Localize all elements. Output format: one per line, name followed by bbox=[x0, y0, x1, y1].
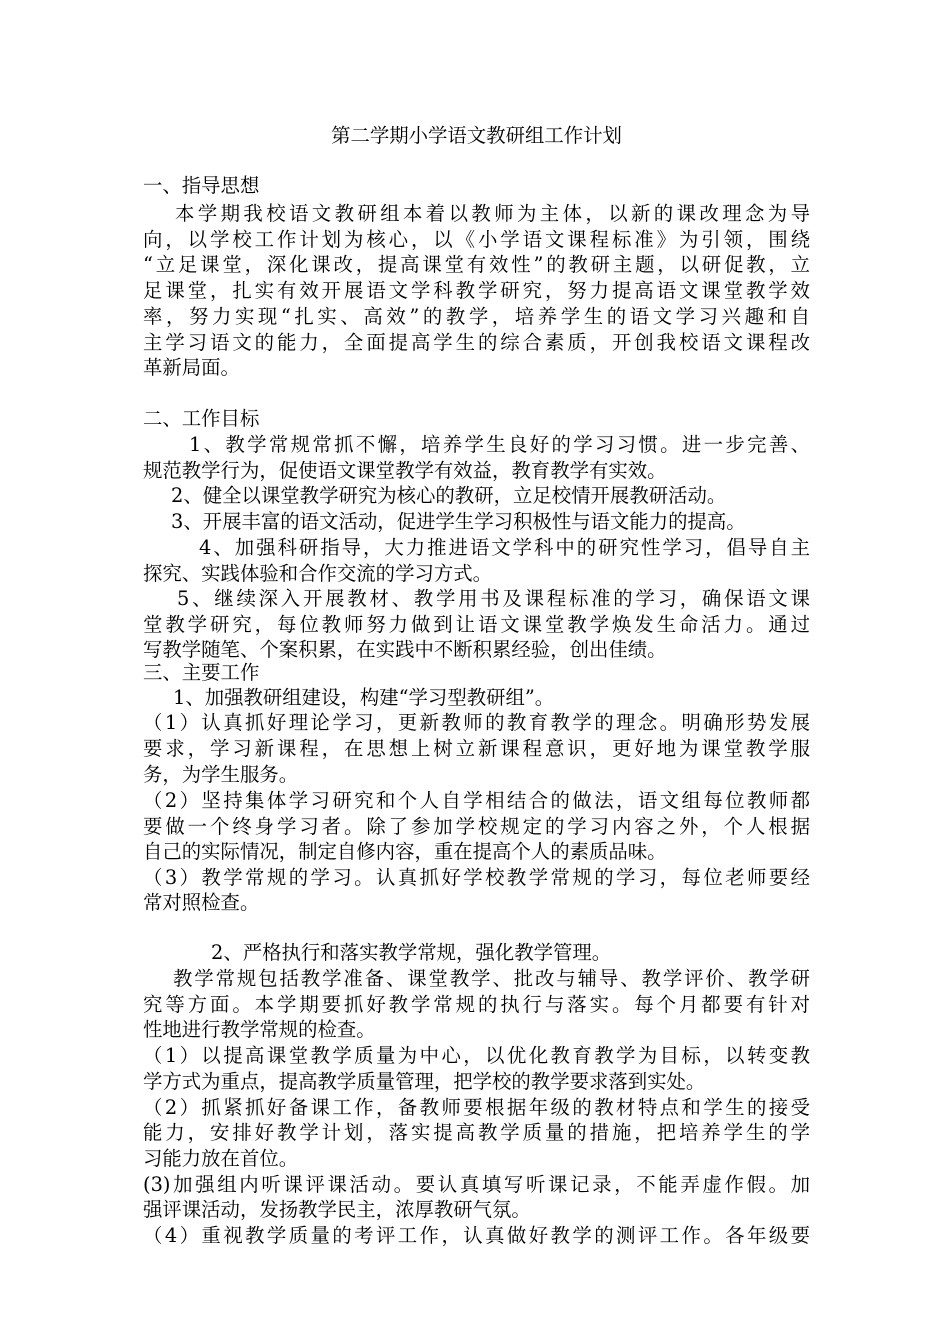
section-heading: 一、指导思想 bbox=[143, 174, 260, 197]
section-heading: 二、工作目标 bbox=[143, 407, 260, 430]
paragraph-line: 向，以学校工作计划为核心，以《小学语文课程标准》为引领，围绕 bbox=[143, 228, 810, 251]
subsection-heading: 2、严格执行和落实教学常规，强化教学管理。 bbox=[211, 941, 612, 964]
paragraph-line: “立足课堂，深化课改，提高课堂有效性”的教研主题，以研促教，立 bbox=[143, 253, 810, 276]
paragraph-line: （1）认真抓好理论学习，更新教师的教育教学的理念。明确形势发展 bbox=[143, 711, 810, 734]
paragraph-line: 革新局面。 bbox=[143, 356, 240, 379]
paragraph-line: 堂教学研究，每位教师努力做到让语文课堂教学焕发生命活力。通过 bbox=[143, 613, 810, 636]
paragraph-line: （1）以提高课堂教学质量为中心，以优化教育教学为目标，以转变教 bbox=[143, 1044, 810, 1067]
paragraph-line: 5、继续深入开展教材、教学用书及课程标准的学习，确保语文课 bbox=[177, 587, 810, 610]
paragraph-line: 率，努力实现“扎实、高效”的教学，培养学生的语文学习兴趣和自 bbox=[143, 305, 810, 328]
paragraph-line: 2、健全以课堂教学研究为核心的教研，立足校情开展教研活动。 bbox=[171, 484, 727, 507]
paragraph-line: (3)加强组内听课评课活动。要认真填写听课记录，不能弄虚作假。加 bbox=[143, 1173, 810, 1196]
paragraph-line: 足课堂，扎实有效开展语文学科教学研究，努力提高语文课堂教学效 bbox=[143, 279, 810, 302]
paragraph-line: 主学习语文的能力，全面提高学生的综合素质，开创我校语文课程改 bbox=[143, 331, 810, 354]
paragraph-line: 要求，学习新课程，在思想上树立新课程意识，更好地为课堂教学服 bbox=[143, 737, 810, 760]
paragraph-line: （2）抓紧抓好备课工作，备教师要根据年级的教材特点和学生的接受 bbox=[143, 1096, 810, 1119]
paragraph-line: 务，为学生服务。 bbox=[143, 763, 299, 786]
paragraph-line: 本学期我校语文教研组本着以教师为主体，以新的课改理念为导 bbox=[175, 202, 810, 225]
paragraph-line: 究等方面。本学期要抓好教学常规的执行与落实。每个月都要有针对 bbox=[143, 993, 810, 1016]
paragraph-line: 常对照检查。 bbox=[143, 891, 260, 914]
paragraph-line: 习能力放在首位。 bbox=[143, 1147, 299, 1170]
paragraph-line: 3、开展丰富的语文活动，促进学生学习积极性与语文能力的提高。 bbox=[171, 510, 746, 533]
paragraph-line: 4、加强科研指导，大力推进语文学科中的研究性学习，倡导自主 bbox=[199, 536, 810, 559]
paragraph-line: 要做一个终身学习者。除了参加学校规定的学习内容之外，个人根据 bbox=[143, 815, 810, 838]
subsection-heading: 1、加强教研组建设，构建“学习型教研组”。 bbox=[173, 686, 555, 709]
paragraph-line: 性地进行教学常规的检查。 bbox=[143, 1018, 376, 1041]
paragraph-line: 规范教学行为，促使语文课堂教学有效益，教育教学有实效。 bbox=[143, 459, 667, 482]
paragraph-line: （4）重视教学质量的考评工作，认真做好教学的测评工作。各年级要 bbox=[143, 1224, 810, 1247]
paragraph-line: 自己的实际情况，制定自修内容，重在提高个人的素质品味。 bbox=[143, 840, 667, 863]
paragraph-line: 教学常规包括教学准备、课堂教学、批改与辅导、教学评价、教学研 bbox=[173, 967, 810, 990]
paragraph-line: 能力，安排好教学计划，落实提高教学质量的措施，把培养学生的学 bbox=[143, 1121, 810, 1144]
document-title: 第二学期小学语文教研组工作计划 bbox=[331, 124, 622, 147]
paragraph-line: 探究、实践体验和合作交流的学习方式。 bbox=[143, 562, 493, 585]
paragraph-line: （2）坚持集体学习研究和个人自学相结合的做法，语文组每位教师都 bbox=[143, 789, 810, 812]
paragraph-line: 写教学随笔、个案积累，在实践中不断积累经验，创出佳绩。 bbox=[143, 638, 667, 661]
section-heading: 三、主要工作 bbox=[143, 661, 260, 684]
paragraph-line: 1、教学常规常抓不懈，培养学生良好的学习习惯。进一步完善、 bbox=[189, 433, 810, 456]
paragraph-line: （3）教学常规的学习。认真抓好学校教学常规的学习，每位老师要经 bbox=[143, 866, 810, 889]
paragraph-line: 强评课活动，发扬教学民主，浓厚教研气氛。 bbox=[143, 1198, 531, 1221]
paragraph-line: 学方式为重点，提高教学质量管理，把学校的教学要求落到实处。 bbox=[143, 1070, 706, 1093]
